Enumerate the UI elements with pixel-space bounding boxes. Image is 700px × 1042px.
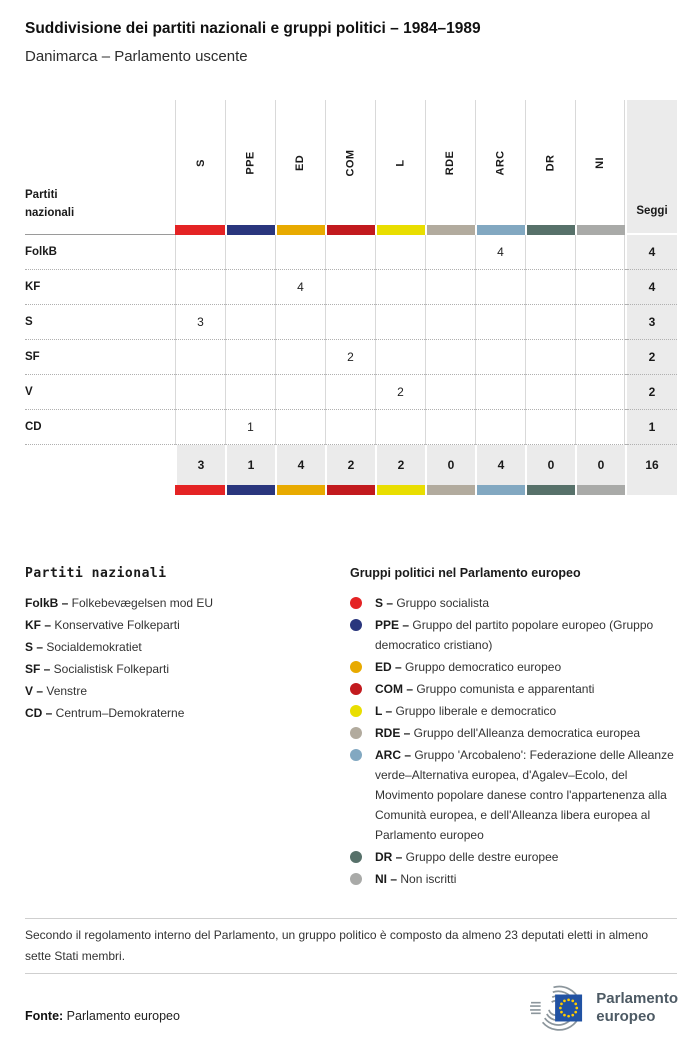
column-header-COM: COM	[325, 100, 375, 225]
party-row-label: FolkB	[25, 235, 175, 270]
seat-cell	[575, 375, 625, 410]
page-subtitle: Danimarca – Parlamento uscente	[25, 48, 248, 65]
group-color-bar-bottom-RDE	[425, 485, 475, 495]
group-color-bar-bottom-L	[375, 485, 425, 495]
source-value: Parlamento europeo	[66, 1009, 180, 1023]
seat-cell	[425, 375, 475, 410]
group-total-cell: 3	[175, 445, 225, 485]
seat-cell	[325, 305, 375, 340]
group-color-bar-bottom-ED	[275, 485, 325, 495]
seat-cell	[525, 410, 575, 445]
divider-bottom	[25, 973, 677, 974]
legend-political-groups	[350, 566, 677, 891]
legend-color-dot	[350, 683, 362, 695]
party-row-label: S	[25, 305, 175, 340]
seat-cell	[175, 235, 225, 270]
seat-cell	[525, 340, 575, 375]
column-header-L: L	[375, 100, 425, 225]
group-color-bar-bottom-S	[175, 485, 225, 495]
group-total-cell: 0	[425, 445, 475, 485]
group-legend-item	[350, 615, 677, 655]
seat-cell	[475, 270, 525, 305]
seat-cell	[225, 340, 275, 375]
column-header-S: S	[175, 100, 225, 225]
group-color-bar-bottom-ARC	[475, 485, 525, 495]
party-row-label: V	[25, 375, 175, 410]
column-header-ARC: ARC	[475, 100, 525, 225]
divider-top	[25, 918, 677, 919]
party-legend-item: CD – Centrum–Demokraterne	[25, 706, 185, 720]
group-total-cell: 0	[525, 445, 575, 485]
totals-row-label	[25, 445, 175, 485]
seat-cell	[425, 235, 475, 270]
group-color-bar-RDE	[425, 225, 475, 235]
seat-cell: 4	[275, 270, 325, 305]
party-seats-cell: 4	[627, 235, 677, 270]
group-color-bar-bottom-PPE	[225, 485, 275, 495]
group-legend-text: ED – Gruppo democratico europeo	[375, 660, 562, 674]
seat-cell	[575, 410, 625, 445]
legend-color-dot	[350, 597, 362, 609]
source-label: Fonte:	[25, 1009, 64, 1023]
party-seats-cell: 3	[627, 305, 677, 340]
legend-national-parties-heading: Partiti nazionali	[25, 566, 167, 581]
legend-color-dot	[350, 619, 362, 631]
group-color-bar-PPE	[225, 225, 275, 235]
group-color-bar-bottom-NI	[575, 485, 625, 495]
row-header-underline	[25, 225, 175, 235]
seat-cell	[175, 340, 225, 375]
logo-line2: europeo	[596, 1008, 656, 1025]
group-color-bar-bottom-DR	[525, 485, 575, 495]
seat-cell	[375, 270, 425, 305]
group-legend-item	[350, 679, 677, 699]
group-legend-text: S – Gruppo socialista	[375, 596, 490, 610]
legend-color-dot	[350, 749, 362, 761]
group-color-bar-L	[375, 225, 425, 235]
seat-cell	[575, 340, 625, 375]
seats-footer-bar	[627, 485, 677, 495]
column-header-RDE: RDE	[425, 100, 475, 225]
group-legend-text: NI – Non iscritti	[375, 872, 457, 886]
group-total-cell: 4	[275, 445, 325, 485]
party-seats-cell: 2	[627, 375, 677, 410]
column-header-NI: NI	[575, 100, 625, 225]
seat-cell	[225, 375, 275, 410]
seat-cell	[425, 410, 475, 445]
seat-cell	[275, 375, 325, 410]
group-legend-text: COM – Gruppo comunista e apparentanti	[375, 682, 595, 696]
seat-cell	[475, 340, 525, 375]
group-legend-item	[350, 869, 677, 889]
group-legend-text: DR – Gruppo delle destre europee	[375, 850, 559, 864]
group-legend-text: PPE – Gruppo del partito popolare europeo (Gruppo democratico cristiano)	[375, 618, 654, 652]
party-legend-item: KF – Konservative Folkeparti	[25, 618, 180, 632]
legend-color-dot	[350, 705, 362, 717]
seat-cell	[225, 235, 275, 270]
group-legend-item	[350, 745, 677, 845]
seat-cell: 2	[325, 340, 375, 375]
column-header-PPE: PPE	[225, 100, 275, 225]
group-total-cell: 4	[475, 445, 525, 485]
seat-cell	[325, 270, 375, 305]
seats-column-header: Seggi	[627, 100, 677, 225]
group-color-bar-S	[175, 225, 225, 235]
seat-cell	[425, 340, 475, 375]
group-total-cell: 1	[225, 445, 275, 485]
legend-political-groups-heading: Gruppi politici nel Parlamento europeo	[350, 566, 581, 580]
grand-total-cell: 16	[627, 445, 677, 485]
group-legend-item	[350, 701, 677, 721]
seat-cell	[275, 305, 325, 340]
seat-cell	[425, 305, 475, 340]
group-color-bar-NI	[575, 225, 625, 235]
seat-cell	[375, 410, 425, 445]
table-row-header: Partiti nazionali	[25, 189, 75, 219]
seat-cell	[375, 235, 425, 270]
national-parties-list	[25, 597, 330, 720]
group-color-bar-COM	[325, 225, 375, 235]
seat-cell	[325, 375, 375, 410]
european-parliament-logo	[529, 982, 678, 1034]
source-line	[25, 1009, 180, 1023]
seat-cell	[225, 305, 275, 340]
seats-header-bar	[627, 225, 677, 235]
group-total-cell: 2	[375, 445, 425, 485]
seat-cell	[475, 305, 525, 340]
seat-cell	[275, 235, 325, 270]
party-row-label: CD	[25, 410, 175, 445]
seat-cell: 2	[375, 375, 425, 410]
column-header-DR: DR	[525, 100, 575, 225]
seats-table	[25, 100, 677, 495]
group-color-bar-ED	[275, 225, 325, 235]
party-legend-item: S – Socialdemokratiet	[25, 640, 142, 654]
group-legend-text: RDE – Gruppo dell'Alleanza democratica europea	[375, 726, 641, 740]
column-header-ED: ED	[275, 100, 325, 225]
group-legend-item	[350, 593, 677, 613]
political-groups-list	[350, 593, 677, 889]
seat-cell	[175, 270, 225, 305]
seat-cell	[275, 340, 325, 375]
hemicycle-eu-flag-icon	[529, 982, 587, 1034]
seat-cell	[475, 375, 525, 410]
party-legend-item: SF – Socialistisk Folkeparti	[25, 662, 170, 676]
group-legend-item	[350, 847, 677, 867]
party-seats-cell: 2	[627, 340, 677, 375]
party-legend-item: V – Venstre	[25, 684, 88, 698]
seat-cell	[525, 270, 575, 305]
logo-line1: Parlamento	[596, 990, 678, 1007]
group-color-bar-bottom-COM	[325, 485, 375, 495]
bottom-bar-spacer	[25, 485, 175, 495]
seat-cell	[525, 375, 575, 410]
group-legend-text: ARC – Gruppo 'Arcobaleno': Federazione delle Alleanze verde–Alternativa europea, d'Agalev–Ecolo, del Movimento popolare danese contro l'appartenenza alla Comunità europea, e dell'Alleanza libera europea al Parlamento europeo	[375, 748, 674, 842]
group-legend-item	[350, 657, 677, 677]
page-title: Suddivisione dei partiti nazionali e gruppi politici – 1984–1989	[25, 20, 481, 37]
seat-cell: 4	[475, 235, 525, 270]
seat-cell: 1	[225, 410, 275, 445]
party-seats-cell: 4	[627, 270, 677, 305]
legend-national-parties	[25, 566, 330, 729]
logo-wordmark	[596, 990, 678, 1026]
seat-cell	[575, 305, 625, 340]
legend-color-dot	[350, 873, 362, 885]
seat-cell	[325, 410, 375, 445]
legend-color-dot	[350, 727, 362, 739]
footnote: Secondo il regolamento interno del Parlamento, un gruppo politico è composto da almeno 23 deputati eletti in almeno sette Stati membri.	[25, 928, 649, 963]
seat-cell	[575, 235, 625, 270]
party-legend-item: FolkB – Folkebevægelsen mod EU	[25, 596, 214, 610]
seat-cell	[375, 305, 425, 340]
seat-cell	[225, 270, 275, 305]
seat-cell	[325, 235, 375, 270]
seat-cell	[525, 305, 575, 340]
seat-cell	[475, 410, 525, 445]
party-seats-cell: 1	[627, 410, 677, 445]
group-color-bar-ARC	[475, 225, 525, 235]
seat-cell	[375, 340, 425, 375]
group-color-bar-DR	[525, 225, 575, 235]
seat-cell	[175, 410, 225, 445]
party-row-label: KF	[25, 270, 175, 305]
seat-cell	[575, 270, 625, 305]
seat-cell	[275, 410, 325, 445]
party-row-label: SF	[25, 340, 175, 375]
legend-color-dot	[350, 851, 362, 863]
seat-cell	[175, 375, 225, 410]
seat-cell: 3	[175, 305, 225, 340]
group-legend-item	[350, 723, 677, 743]
legend-color-dot	[350, 661, 362, 673]
seat-cell	[525, 235, 575, 270]
group-total-cell: 2	[325, 445, 375, 485]
group-total-cell: 0	[575, 445, 625, 485]
group-legend-text: L – Gruppo liberale e democratico	[375, 704, 557, 718]
seat-cell	[425, 270, 475, 305]
